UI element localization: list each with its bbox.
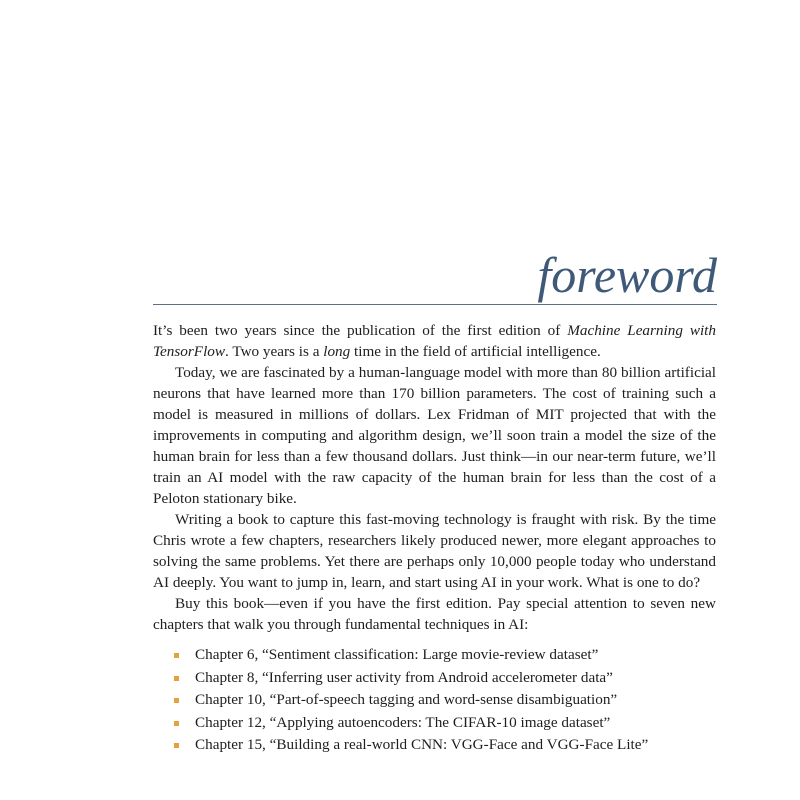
bullet-icon [174, 676, 179, 681]
paragraph-4: Buy this book—even if you have the first edition. Pay special attention to seven new chapters that walk you through fundamental techniques in AI: [153, 595, 716, 633]
paragraph-1 [153, 320, 716, 362]
page-title: foreword [537, 247, 717, 303]
book-title: Machine Learning with TensorFlow [153, 322, 716, 360]
emphasis-long: long [323, 343, 351, 360]
bullet-icon [174, 698, 179, 703]
chapter-item-label: Chapter 10, “Part-of-speech tagging and word-sense disambiguation” [195, 691, 618, 708]
chapter-item-label: Chapter 12, “Applying autoencoders: The CIFAR-10 image dataset” [195, 713, 611, 731]
bullet-icon [174, 653, 179, 658]
paragraph-1-text-c: . Two years is a [225, 343, 324, 360]
list-item [173, 667, 716, 690]
bullet-icon [174, 743, 179, 748]
list-item [173, 689, 716, 712]
bullet-icon [174, 721, 179, 726]
paragraph-2: Today, we are fascinated by a human-language model with more than 80 billion artificial neurons that have learned more than 170 billion parameters. The cost of training such a model is measured in millions of dollars. Lex Fridman of MIT projected that with the improvements in computing and algorithm design, we’ll soon train a model the size of the human brain for less than a few thousand dollars. Just think—in our near-term future, we’ll train an AI model with the raw capacity of the human brain for less than the cost of a Peloton stationary bike. [153, 364, 716, 507]
chapter-item-label: Chapter 6, “Sentiment classification: Large movie-review dataset” [195, 646, 599, 663]
chapter-item-label: Chapter 8, “Inferring user activity from Android accelerometer data” [195, 668, 613, 686]
paragraph-1-text-e: time in the field of artificial intelligence. [350, 343, 601, 360]
list-item [173, 644, 716, 667]
chapter-list [153, 644, 716, 757]
paragraph-3: Writing a book to capture this fast-moving technology is fraught with risk. By the time Chris wrote a few chapters, researchers likely produced newer, more elegant approaches to solving the same problems. Yet there are perhaps only 10,000 people today who understand AI deeply. You want to jump in, learn, and start using AI in your work. What is one to do? [153, 511, 716, 591]
title-divider [153, 304, 717, 305]
list-item [173, 734, 716, 757]
foreword-body [153, 320, 716, 757]
chapter-item-label: Chapter 15, “Building a real-world CNN: VGG-Face and VGG-Face Lite” [195, 736, 649, 753]
list-item [173, 712, 716, 735]
paragraph-1-text-a: It’s been two years since the publication of the first edition of [153, 322, 568, 339]
